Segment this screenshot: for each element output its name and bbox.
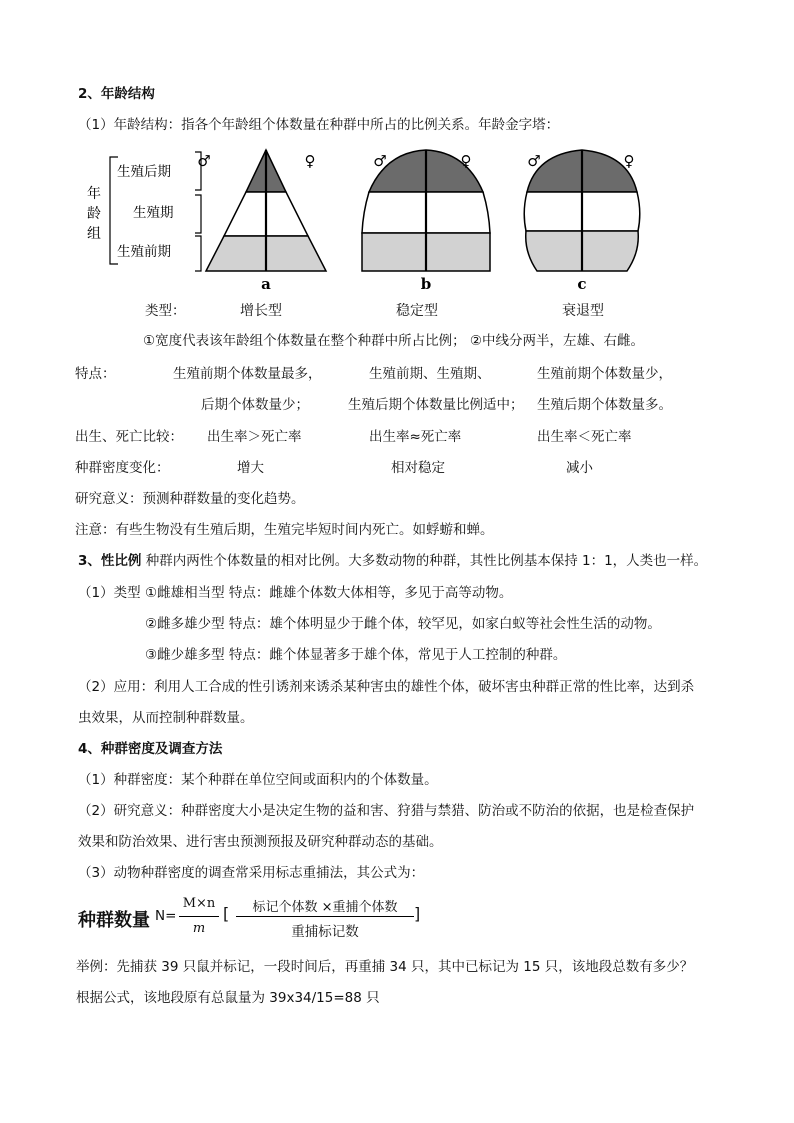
type-declining: 衰退型 (562, 303, 604, 319)
axis-label-char: 龄 (87, 206, 101, 222)
male-symbol-icon: ♂ (373, 152, 387, 170)
pyramid-b-letter: b (420, 275, 432, 290)
sex-ratio-types-intro: （1）类型 (78, 585, 141, 601)
type-growth: 增长型 (240, 303, 282, 319)
density-stable: 相对稳定 (391, 460, 445, 476)
sex-ratio-type-1: ①雌雄相当型 特点：雌雄个体数大体相等，多见于高等动物。 (145, 585, 513, 601)
formula-n-equals: N= (155, 908, 177, 924)
sex-ratio-type-3: ③雌少雄多型 特点：雌个体显著多于雄个体，常见于人工控制的种群。 (145, 647, 567, 663)
sex-ratio-type-2: ②雌多雄少型 特点：雄个体明显少于雌个体，较罕见，如家白蚁等社会性生活的动物。 (145, 616, 661, 632)
birth-death-stable: 出生率≈死亡率 (369, 429, 462, 445)
female-symbol-icon: ♀ (460, 152, 472, 170)
example-answer: 根据公式，该地段原有总鼠量为 39x34/15=88 只 (76, 990, 380, 1006)
feature-stable-2: 生殖后期个体数量比例适中； (348, 397, 524, 413)
density-declining: 减小 (566, 460, 593, 476)
formula-numerator: M×n (182, 896, 216, 911)
stage-label-late: 生殖后期 (117, 164, 171, 180)
female-symbol-icon: ♀ (304, 152, 316, 170)
birth-death-declining: 出生率＜死亡率 (537, 429, 632, 445)
pyramid-note: ①宽度代表该年龄组个体数量在整个种群中所占比例； ②中线分两半，左雄、右雌。 (143, 333, 644, 349)
section4-heading: 4、种群密度及调查方法 (78, 741, 223, 757)
formula-bracket-numerator: 标记个体数 ×重捕个体数 (252, 900, 398, 915)
type-label: 类型： (145, 303, 186, 319)
stage-label-mid: 生殖期 (133, 205, 174, 221)
type-stable: 稳定型 (396, 303, 438, 319)
male-symbol-icon: ♂ (527, 152, 541, 170)
formula-label: 种群数量 (78, 910, 150, 931)
pyramid-stable (362, 150, 490, 290)
formula-denominator: m (192, 921, 206, 936)
density-growth: 增大 (237, 460, 264, 476)
birth-death-label: 出生、死亡比较： (75, 429, 183, 445)
features-label: 特点： (75, 366, 116, 382)
density-change-label: 种群密度变化： (75, 460, 170, 476)
age-pyramid-diagram (80, 140, 680, 290)
feature-stable-1: 生殖前期、生殖期、 (369, 366, 491, 382)
stage-bracket-mid (195, 195, 201, 233)
feature-growth-1: 生殖前期个体数量最多， (173, 366, 322, 382)
research-significance: 研究意义：预测种群数量的变化趋势。 (75, 491, 305, 507)
stage-bracket-early (195, 236, 201, 271)
feature-declining-2: 生殖后期个体数量多。 (537, 397, 672, 413)
example-question: 举例：先捕获 39 只鼠并标记，一段时间后，再重捕 34 只，其中已标记为 15 只，该地段总数有多少？ (76, 959, 694, 975)
formula-fraction-bar (179, 916, 219, 917)
male-symbol-icon: ♂ (197, 152, 211, 170)
density-definition: （1）种群密度：某个种群在单位空间或面积内的个体数量。 (78, 772, 438, 788)
female-symbol-icon: ♀ (623, 152, 635, 170)
sex-ratio-application-2: 虫效果，从而控制种群数量。 (78, 710, 254, 726)
feature-growth-2: 后期个体数量少； (201, 397, 309, 413)
birth-death-growth: 出生率＞死亡率 (207, 429, 302, 445)
stage-label-early: 生殖前期 (117, 244, 171, 260)
attention-note: 注意：有些生物没有生殖后期，生殖完毕短时间内死亡。如蜉蝣和蝉。 (75, 522, 494, 538)
formula-bracket-open: [ (223, 904, 230, 923)
density-significance-1: （2）研究意义：种群密度大小是决定生物的益和害、狩猎与禁猎、防治或不防治的依据，也是检查保护 (78, 803, 695, 819)
formula-bracket-bar (236, 916, 414, 917)
axis-label-char: 组 (87, 226, 101, 242)
survey-method: （3）动物种群密度的调查常采用标志重捕法，其公式为： (78, 865, 425, 881)
axis-label-char: 年 (87, 186, 101, 202)
pyramid-growth (197, 150, 326, 290)
formula-bracket-denominator: 重捕标记数 (291, 924, 359, 940)
section2-heading: 2、年龄结构 (78, 86, 155, 102)
pyramid-c-letter: c (577, 275, 587, 290)
section3-heading-line (78, 552, 707, 570)
pyramid-declining (524, 150, 640, 290)
formula-bracket-close: ] (414, 904, 421, 923)
sex-ratio-application-1: （2）应用：利用人工合成的性引诱剂来诱杀某种害虫的雄性个体，破坏害虫种群正常的性比率，达到杀 (78, 679, 695, 695)
sex-ratio-definition: 种群内两性个体数量的相对比例。大多数动物的种群，其性比例基本保持 1：1，人类也一样。 (141, 553, 708, 569)
pyramid-a-letter: a (261, 275, 271, 290)
section3-heading: 3、性比例 (78, 553, 142, 569)
density-significance-2: 效果和防治效果、进行害虫预测预报及研究种群动态的基础。 (78, 834, 443, 850)
feature-declining-1: 生殖前期个体数量少， (537, 366, 672, 382)
age-structure-definition: （1）年龄结构：指各个年龄组个体数量在种群中所占的比例关系。年龄金字塔： (78, 117, 560, 133)
